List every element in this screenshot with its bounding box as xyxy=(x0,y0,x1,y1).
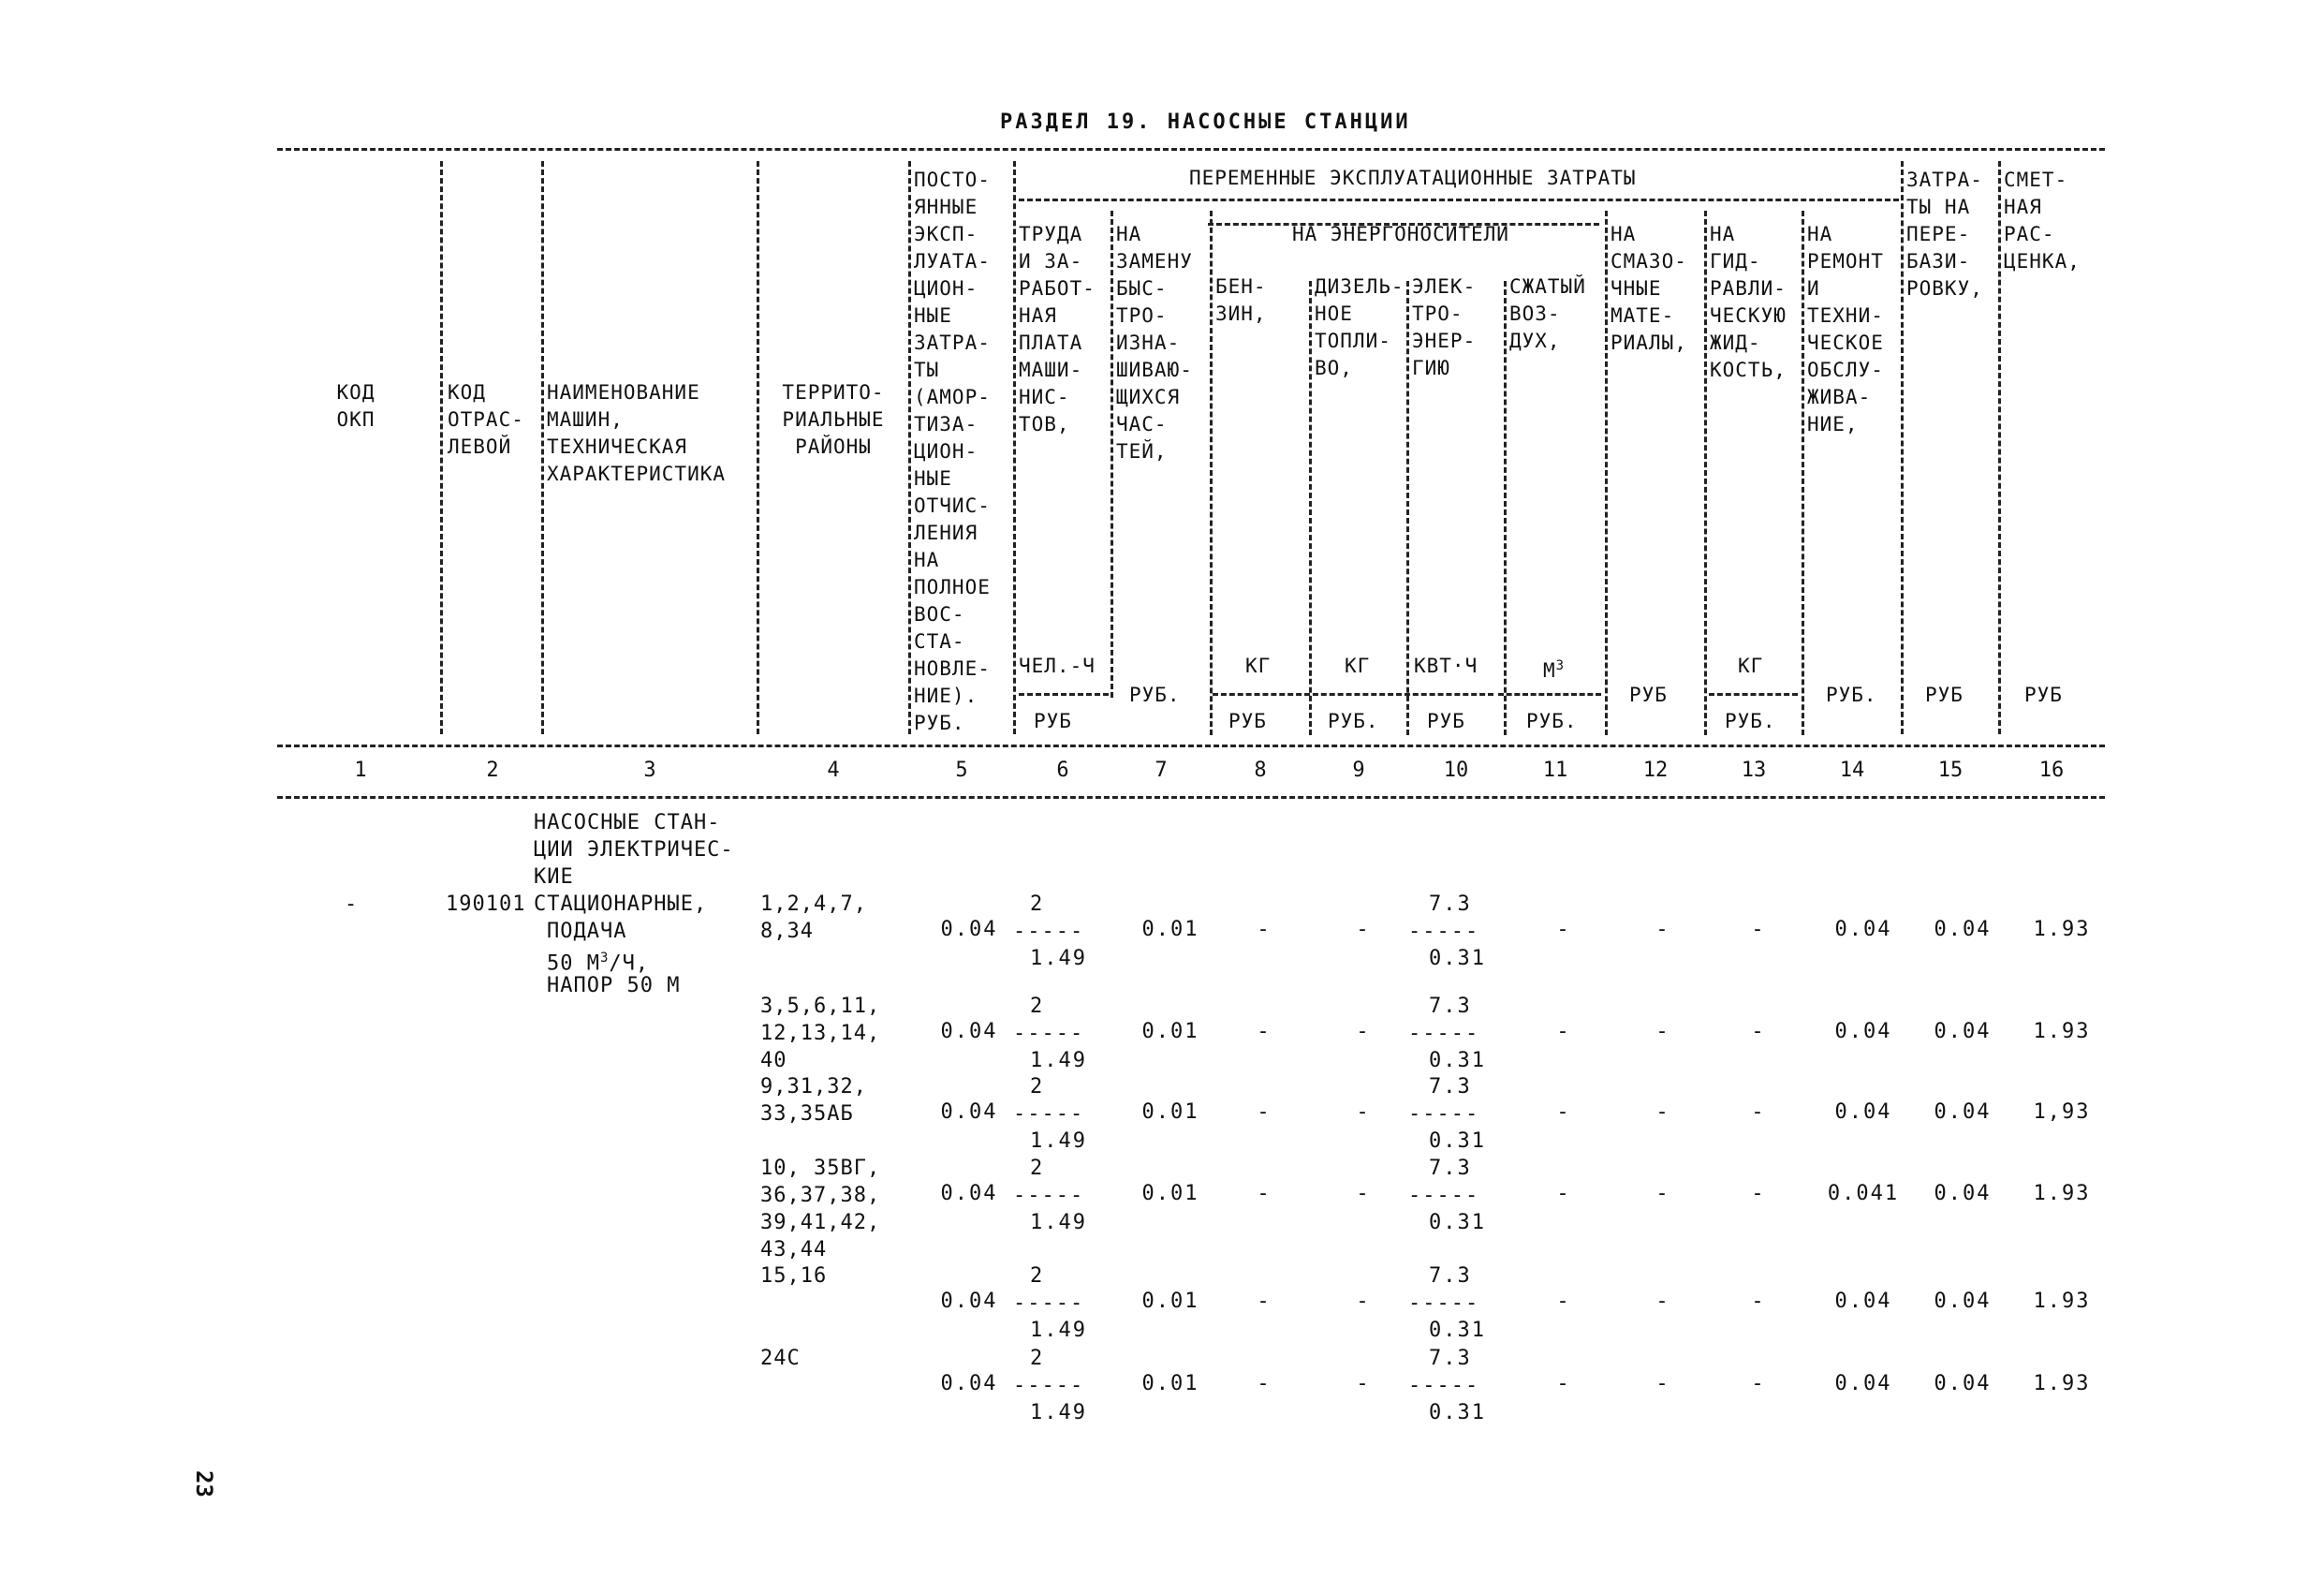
header-smetnaya-units: РУБ xyxy=(2024,684,2063,706)
row-regions: 1,2,4,7, 8,34 xyxy=(760,892,867,943)
colnum-3: 3 xyxy=(643,759,656,782)
row-c9: - xyxy=(1356,1182,1371,1205)
header-perebazirovka: ЗАТРА- ТЫ НА ПЕРЕ- БАЗИ- РОВКУ, xyxy=(1906,169,1983,300)
row-c13: - xyxy=(1751,918,1766,941)
rule-unit-8-10 xyxy=(1213,693,1493,696)
header-remont-units: РУБ. xyxy=(1826,684,1877,706)
row-c10-top: 7.3 xyxy=(1429,1347,1472,1370)
vline-13 xyxy=(1802,211,1804,735)
row-c6-bar: ----- xyxy=(1013,1374,1085,1397)
row-c10-bottom: 0.31 xyxy=(1429,1129,1486,1153)
row-c6-top: 2 xyxy=(1030,1157,1045,1180)
row-c12: - xyxy=(1655,1372,1670,1395)
row-c15: 0.04 xyxy=(1934,1372,1992,1395)
row-c8: - xyxy=(1257,1290,1272,1313)
row-c15: 0.04 xyxy=(1934,1290,1992,1313)
row-c10-bottom: 0.31 xyxy=(1429,1049,1486,1072)
header-zamena: НА ЗАМЕНУ БЫС- ТРО- ИЗНА- ШИВАЮ- ЩИХСЯ ЧАС- ТЕЙ, xyxy=(1116,223,1193,463)
row-c11: - xyxy=(1556,918,1571,941)
colnum-2: 2 xyxy=(486,759,499,782)
row-c15: 0.04 xyxy=(1934,1100,1992,1124)
header-kod-otrasl: КОД ОТРАС- ЛЕВОЙ xyxy=(448,381,524,458)
row-c16: 1.93 xyxy=(2033,1290,2091,1313)
header-dizel-units-top: КГ xyxy=(1345,655,1371,677)
vline-11 xyxy=(1605,211,1608,735)
row-c11: - xyxy=(1556,1020,1571,1043)
row-c5: 0.04 xyxy=(940,1020,998,1043)
row-c13: - xyxy=(1751,1182,1766,1205)
colnum-9: 9 xyxy=(1352,759,1365,782)
colnum-1: 1 xyxy=(354,759,367,782)
vline-9 xyxy=(1406,281,1409,735)
vozduh-unit-text: М xyxy=(1543,659,1556,682)
row-c16: 1.93 xyxy=(2033,918,2091,941)
row-c10-bottom: 0.31 xyxy=(1429,1211,1486,1234)
header-perebazirovka-units: РУБ xyxy=(1925,684,1964,706)
row-c13: - xyxy=(1751,1100,1766,1124)
row-c6-top: 2 xyxy=(1030,1075,1045,1099)
row-c10-bar: ----- xyxy=(1408,1374,1480,1397)
header-dizel-units-bottom: РУБ. xyxy=(1328,710,1379,732)
row-c10-bar: ----- xyxy=(1408,1291,1480,1315)
row-c11: - xyxy=(1556,1290,1571,1313)
group-label: НАСОСНЫЕ СТАН- ЦИИ ЭЛЕКТРИЧЕС- КИЕ xyxy=(534,811,734,889)
row-c6-bar: ----- xyxy=(1013,1102,1085,1126)
row-c8: - xyxy=(1257,1020,1272,1043)
row-c9: - xyxy=(1356,1290,1371,1313)
row-c6-bottom: 1.49 xyxy=(1030,1319,1087,1342)
row-c10-top: 7.3 xyxy=(1429,892,1472,916)
row-c9: - xyxy=(1356,1100,1371,1124)
header-smazochnye: НА СМАЗО- ЧНЫЕ МАТЕ- РИАЛЫ, xyxy=(1611,223,1687,354)
vline-6 xyxy=(1111,211,1113,698)
header-benzin-units-bottom: РУБ xyxy=(1228,710,1267,732)
row-c16: 1.93 xyxy=(2033,1020,2091,1043)
colnum-6: 6 xyxy=(1056,759,1069,782)
header-gidravlika: НА ГИД- РАВЛИ- ЧЕСКУЮ ЖИД- КОСТЬ, xyxy=(1710,223,1787,381)
rule-unit-11 xyxy=(1498,693,1601,696)
row-c6-top: 2 xyxy=(1030,892,1045,916)
row-c10-bar: ----- xyxy=(1408,920,1480,943)
row-c8: - xyxy=(1257,1100,1272,1124)
row-c15: 0.04 xyxy=(1934,1020,1992,1043)
colnum-15: 15 xyxy=(1937,759,1964,782)
row-c6-bottom: 1.49 xyxy=(1030,1211,1087,1234)
row-c6-top: 2 xyxy=(1030,995,1045,1018)
row-c7: 0.01 xyxy=(1141,1020,1199,1043)
header-dizel: ДИЗЕЛЬ- НОЕ ТОПЛИ- ВО, xyxy=(1315,275,1405,379)
item-name-line3: 50 $М^3/Ч$, xyxy=(547,951,650,976)
vline-1 xyxy=(440,161,443,734)
section-title: РАЗДЕЛ 19. НАСОСНЫЕ СТАНЦИИ xyxy=(1000,111,1411,134)
row-c11: - xyxy=(1556,1372,1571,1395)
row-c11: - xyxy=(1556,1100,1571,1124)
header-vozduh-units-top: $М^3$ xyxy=(1543,658,1566,682)
vline-7 xyxy=(1210,211,1213,735)
vline-10 xyxy=(1504,281,1507,735)
row-c14: 0.041 xyxy=(1827,1182,1900,1205)
row-c11: - xyxy=(1556,1182,1571,1205)
row-c12: - xyxy=(1655,1182,1670,1205)
vline-4 xyxy=(908,161,911,734)
colnum-14: 14 xyxy=(1839,759,1865,782)
row-c10-top: 7.3 xyxy=(1429,1075,1472,1099)
row-c14: 0.04 xyxy=(1834,1020,1892,1043)
row-c13: - xyxy=(1751,1290,1766,1313)
row-c9: - xyxy=(1356,918,1371,941)
row-regions: 15,16 xyxy=(760,1264,828,1288)
header-gidravlika-units-bottom: РУБ. xyxy=(1725,710,1776,732)
row-c16: 1,93 xyxy=(2033,1100,2091,1124)
colnum-13: 13 xyxy=(1741,759,1767,782)
colnum-11: 11 xyxy=(1542,759,1568,782)
rule-variable-costs xyxy=(1019,199,1899,201)
row-c14: 0.04 xyxy=(1834,918,1892,941)
row-c9: - xyxy=(1356,1020,1371,1043)
row-regions: 3,5,6,11, 12,13,14, 40 xyxy=(760,995,881,1072)
row-c16: 1.93 xyxy=(2033,1182,2091,1205)
vline-14 xyxy=(1901,161,1904,734)
row-c6-bar: ----- xyxy=(1013,920,1085,943)
header-smetnaya: СМЕТ- НАЯ РАС- ЦЕНКА, xyxy=(2004,169,2081,273)
row-c6-bar: ----- xyxy=(1013,1184,1085,1207)
row-c8: - xyxy=(1257,1182,1272,1205)
header-smazochnye-units: РУБ xyxy=(1629,684,1668,706)
row-c6-bar: ----- xyxy=(1013,1291,1085,1315)
header-trud: ТРУДА И ЗА- РАБОТ- НАЯ ПЛАТА МАШИ- НИС- ТОВ, xyxy=(1019,223,1096,435)
vline-8 xyxy=(1309,281,1312,735)
row-c5: 0.04 xyxy=(940,1372,998,1395)
row-c10-bar: ----- xyxy=(1408,1184,1480,1207)
row-c8: - xyxy=(1257,1372,1272,1395)
item-kod-otrasl: 190101 xyxy=(446,892,526,916)
row-c13: - xyxy=(1751,1020,1766,1043)
colnum-5: 5 xyxy=(955,759,968,782)
item-name-line3-text: 50 М xyxy=(547,951,600,976)
row-c5: 0.04 xyxy=(940,918,998,941)
vline-12 xyxy=(1704,211,1707,735)
row-regions: 24С xyxy=(760,1347,801,1370)
row-c6-bottom: 1.49 xyxy=(1030,1401,1087,1424)
row-c6-top: 2 xyxy=(1030,1347,1045,1370)
row-c10-bar: ----- xyxy=(1408,1022,1480,1045)
row-c15: 0.04 xyxy=(1934,1182,1992,1205)
rule-header-bottom xyxy=(277,745,2105,747)
header-zamena-units: РУБ. xyxy=(1129,684,1181,706)
header-elektro-units-top: КВТ·Ч xyxy=(1414,655,1478,677)
item-name-line1: СТАЦИОНАРНЫЕ, xyxy=(534,892,708,916)
row-c10-top: 7.3 xyxy=(1429,1264,1472,1288)
header-remont: НА РЕМОНТ И ТЕХНИ- ЧЕСКОЕ ОБСЛУ- ЖИВА- НИЕ, xyxy=(1807,223,1884,435)
row-regions: 9,31,32, 33,35АБ xyxy=(760,1075,867,1126)
colnum-12: 12 xyxy=(1642,759,1669,782)
row-c16: 1.93 xyxy=(2033,1372,2091,1395)
colnum-10: 10 xyxy=(1443,759,1469,782)
vline-5 xyxy=(1013,161,1016,734)
item-name-line3-tail: /Ч, xyxy=(609,951,650,976)
row-c12: - xyxy=(1655,1290,1670,1313)
header-naimenovanie: НАИМЕНОВАНИЕ МАШИН, ТЕХНИЧЕСКАЯ ХАРАКТЕРИСТИКА xyxy=(547,381,727,485)
row-c7: 0.01 xyxy=(1141,1100,1199,1124)
row-c5: 0.04 xyxy=(940,1182,998,1205)
row-c6-bottom: 1.49 xyxy=(1030,947,1087,970)
header-trud-units-bottom: РУБ xyxy=(1034,710,1072,732)
row-c10-top: 7.3 xyxy=(1429,995,1472,1018)
rule-top xyxy=(277,148,2105,151)
row-c10-bottom: 0.31 xyxy=(1429,1319,1486,1342)
header-peremennye: ПЕРЕМЕННЫЕ ЭКСПЛУАТАЦИОННЫЕ ЗАТРАТЫ xyxy=(1189,167,1637,189)
colnum-8: 8 xyxy=(1254,759,1267,782)
header-energonositeli: НА ЭНЕРГОНОСИТЕЛИ xyxy=(1292,223,1509,245)
item-name-line4: НАПОР 50 М xyxy=(547,974,681,997)
row-c12: - xyxy=(1655,1100,1670,1124)
row-c15: 0.04 xyxy=(1934,918,1992,941)
row-c14: 0.04 xyxy=(1834,1290,1892,1313)
colnum-4: 4 xyxy=(827,759,840,782)
row-regions: 10, 35ВГ, 36,37,38, 39,41,42, 43,44 xyxy=(760,1157,881,1261)
row-c7: 0.01 xyxy=(1141,918,1199,941)
header-territorii: ТЕРРИТО- РИАЛЬНЫЕ РАЙОНЫ xyxy=(782,381,885,458)
item-kod-okp: - xyxy=(345,892,359,916)
row-c5: 0.04 xyxy=(940,1100,998,1124)
header-vozduh-units-bottom: РУБ. xyxy=(1526,710,1578,732)
row-c10-bar: ----- xyxy=(1408,1102,1480,1126)
row-c10-bottom: 0.31 xyxy=(1429,1401,1486,1424)
rule-unit-13 xyxy=(1709,693,1798,696)
row-c7: 0.01 xyxy=(1141,1372,1199,1395)
item-name-line2: ПОДАЧА xyxy=(547,920,627,943)
vline-15 xyxy=(1998,161,2001,734)
row-c13: - xyxy=(1751,1372,1766,1395)
vline-2 xyxy=(541,161,544,734)
row-c8: - xyxy=(1257,918,1272,941)
header-gidravlika-units-top: КГ xyxy=(1738,655,1764,677)
header-benzin: БЕН- ЗИН, xyxy=(1215,275,1267,325)
colnum-16: 16 xyxy=(2038,759,2065,782)
header-elektro-units-bottom: РУБ xyxy=(1427,710,1465,732)
row-c6-bar: ----- xyxy=(1013,1022,1085,1045)
row-c10-bottom: 0.31 xyxy=(1429,947,1486,970)
row-c7: 0.01 xyxy=(1141,1290,1199,1313)
page-number: 23 xyxy=(191,1470,217,1497)
header-benzin-units-top: КГ xyxy=(1245,655,1272,677)
header-trud-units-top: ЧЕЛ.-Ч xyxy=(1019,655,1096,677)
rule-unit-6 xyxy=(1019,693,1109,696)
row-c6-bottom: 1.49 xyxy=(1030,1049,1087,1072)
colnum-7: 7 xyxy=(1155,759,1168,782)
row-c6-bottom: 1.49 xyxy=(1030,1129,1087,1153)
row-c6-top: 2 xyxy=(1030,1264,1045,1288)
header-vozduh: СЖАТЫЙ ВОЗ- ДУХ, xyxy=(1509,275,1586,352)
row-c9: - xyxy=(1356,1372,1371,1395)
rule-colnums-bottom xyxy=(277,796,2105,799)
row-c14: 0.04 xyxy=(1834,1372,1892,1395)
row-c10-top: 7.3 xyxy=(1429,1157,1472,1180)
row-c12: - xyxy=(1655,1020,1670,1043)
row-c5: 0.04 xyxy=(940,1290,998,1313)
row-c7: 0.01 xyxy=(1141,1182,1199,1205)
header-elektro: ЭЛЕК- ТРО- ЭНЕР- ГИЮ xyxy=(1412,275,1477,379)
row-c12: - xyxy=(1655,918,1670,941)
header-kod-okp: КОД ОКП xyxy=(336,381,375,431)
row-c14: 0.04 xyxy=(1834,1100,1892,1124)
header-postoyannye: ПОСТО- ЯННЫЕ ЭКСП- ЛУАТА- ЦИОН- НЫЕ ЗАТРА- ТЫ (АМОР- ТИЗА- ЦИОН- НЫЕ ОТЧИС- ЛЕНИЯ НА ПОЛНОЕ ВОС- СТА- НОВЛЕ- НИЕ). РУБ. xyxy=(914,169,991,734)
